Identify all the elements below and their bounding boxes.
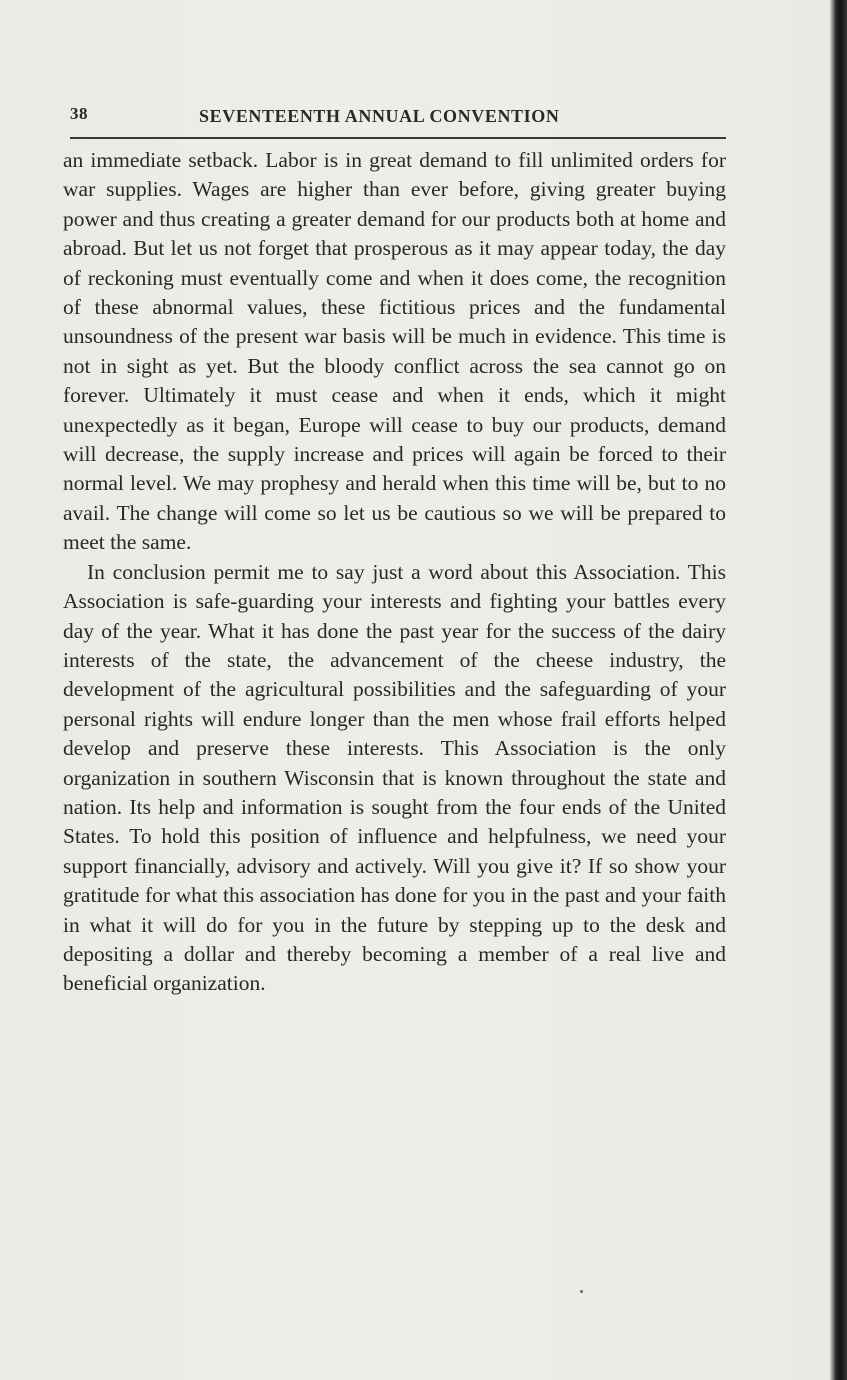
body-text <box>63 146 726 999</box>
paper-speck <box>580 1290 583 1293</box>
header-rule <box>70 137 726 139</box>
paragraph-conclusion: In conclusion permit me to say just a word about this Association. This Association is safe-guarding your interests and fighting your battles every day of the year. What it has done the past year for the success of the dairy interests of the state, the advancement of the cheese industry, the development of the agricultural possibilities and the safeguarding of your personal rights will endure longer than the men whose frail efforts helped develop and preserve these interests. This Association is the only organization in southern Wisconsin that is known throughout the state and nation. Its help and information is sought from the four ends of the United States. To hold this position of influence and helpfulness, we need your support financially, advisory and actively. Will you give it? If so show your gratitude for what this association has done for you in the past and your faith in what it will do for you in the future by stepping up to the desk and depositing a dollar and thereby becoming a member of a real live and beneficial organization. <box>63 559 726 996</box>
running-head: SEVENTEENTH ANNUAL CONVENTION <box>199 106 560 126</box>
page-number: 38 <box>70 104 88 123</box>
page-header <box>70 104 725 132</box>
paragraph-continued: an immediate setback. Labor is in great demand to fill unlimited orders for war supplies. Wages are higher than ever before, giving greater buying power and thus creating a greater demand for our products both at home and abroad. But let us not forget that prosperous as it may appear today, the day of reckoning must eventually come and when it does come, the recognition of these abnormal values, these fictitious prices and the fundamental unsoundness of the present war basis will be much in evidence. This time is not in sight as yet. But the bloody conflict across the sea cannot go on forever. Ultimately it must cease and when it ends, which it might unexpectedly as it began, Europe will cease to buy our products, demand will decrease, the supply increase and prices will again be forced to their normal level. We may prophesy and herald when this time will be, but to no avail. The change will come so let us be cautious so we will be prepared to meet the same. <box>63 148 726 555</box>
binding-edge <box>830 0 847 1380</box>
